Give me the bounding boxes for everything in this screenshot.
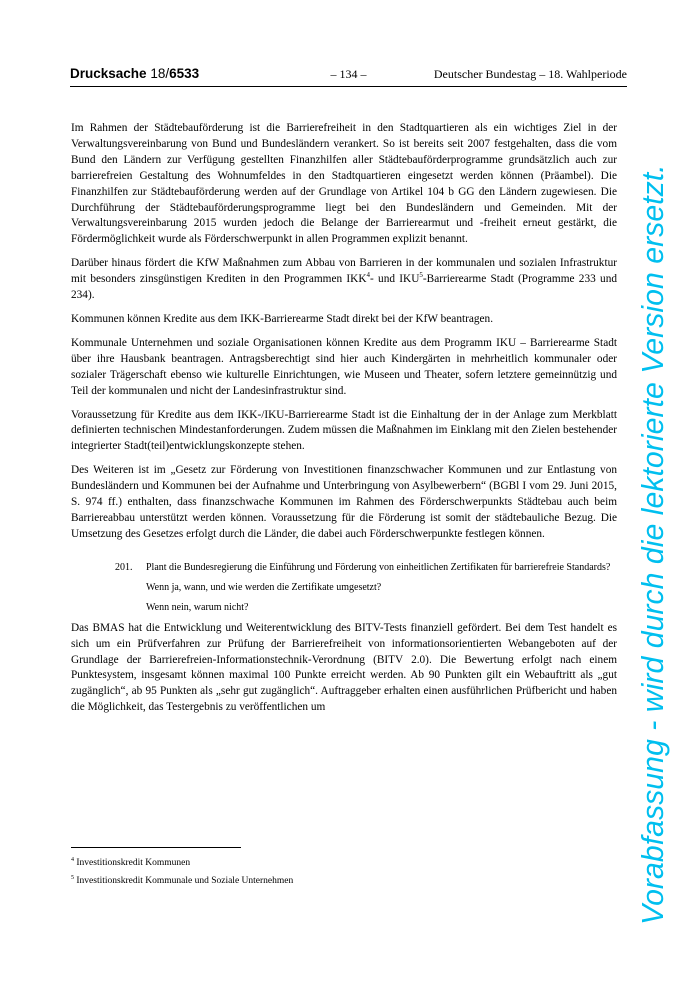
doc-number-prefix: 18/ (150, 66, 170, 81)
question-sub-2: Wenn nein, warum nicht? (146, 601, 249, 613)
footnote-divider (71, 847, 241, 848)
doc-label: Drucksache (70, 66, 147, 81)
footnotes (71, 853, 611, 889)
footnote-ref: 4 (366, 271, 370, 280)
page-number: – 134 – (330, 67, 367, 81)
footnote: $^5$ Investitionskredit Kommunale und Soziale Unternehmen (71, 875, 294, 887)
page-header (70, 66, 627, 87)
footnote: $^4$ Investitionskredit Kommunen (71, 857, 191, 869)
paragraph: Das BMAS hat die Entwicklung und Weiterentwicklung des BITV-Tests finanziell gefördert. Bei dem Test handelt es sich um ein Prüfverfahren zur Prüfung der Barrierefreiheit von informationsorientierten Webangeboten auf der Grundlage der Barrierefreien-Informationstechnik-Verordnung (BITV 2.0). Die Bewertung erfolgt nach einem Punktesystem, insgesamt können maximal 100 Punkte erreicht werden. Ab 90 Punkten gilt ein Webauftritt als „gut zugänglich“, ab 95 Punkten als „sehr gut zugänglich“. Auftraggeber erhalten einen ausführlichen Prüfbericht und haben die Möglichkeit, das Testergebnis zu veröffentlichen um (71, 621, 617, 714)
paragraph: Voraussetzung für Kredite aus dem IKK-/IKU-Barrierearme Stadt ist die Einhaltung der in der Anlage zum Merkblatt definierten technischen Mindestanforderungen. Zudem müssen die Maßnahmen im Einklang mit den Zielen bestehender integrierter Stadt(teil)entwicklungskonzepte stehen. (71, 408, 617, 453)
question-text-block (146, 561, 617, 615)
institution-label: Deutscher Bundestag – 18. Wahlperiode (433, 67, 627, 81)
footnote-ref: 5 (419, 271, 423, 280)
paragraph: Im Rahmen der Städtebauförderung ist die Barrierefreiheit in den Stadtquartieren als ein wichtiges Ziel in der Verwaltungsvereinbarung von Bund und Bundesländern verankert. So ist bereits seit 2007 festgehalten, dass die vom Bund den Ländern zur Verfügung gestellten Finanzhilfen aller Städtebauförderprogramme grundsätzlich auch zur barrierefreien Gestaltung des Wohnumfeldes in den Stadtquartieren eingesetzt werden können (Präambel). Die Finanzhilfen zur Städtebauförderung werden auf der Grundlage von Artikel 104 b GG den Ländern zugewiesen. Die Durchführung der Städtebauförderungsprogramme liegt bei den Bundesländern und Gemeinden. Mit der Verwaltungsvereinbarung 2015 wurden jedoch die Belange der Barrierearmut und -freiheit erneut gestärkt, die Fördermöglichkeit wurde als Förderschwerpunkt in allen Programmen explizit benannt. (71, 122, 617, 246)
question-number: 201. (115, 561, 133, 573)
paragraph: Darüber hinaus fördert die KfW Maßnahmen zum Abbau von Barrieren in der kommunalen und sozialen Infrastruktur mit besonders zinsgünstigen Krediten in den Programmen IKK$^4$- und IKU$^5$-Barrierearme Stadt (Programme 233 und 234). (71, 257, 617, 302)
paragraph: Kommunale Unternehmen und soziale Organisationen können Kredite aus dem Programm IKU – Barrierearme Stadt über ihre Hausbank beantragen. Antragsberechtigt sind hier auch Kindergärten in mehrheitlich kommunaler oder sozialer Trägerschaft ebenso wie kulturelle Einrichtungen, wie Museen und Theater, sofern letztere gemeinnützig und Teil der kommunalen und nicht der Landesinfrastruktur sind. (71, 336, 617, 397)
question-text: Plant die Bundesregierung die Einführung und Förderung von einheitlichen Zertifikaten für barrierefreie Standards? (146, 561, 611, 573)
question-block (71, 561, 617, 615)
paragraph: Des Weiteren ist im „Gesetz zur Förderung von Investitionen finanzschwacher Kommunen und zur Entlastung von Bundesländern und Kommunen bei der Aufnahme und Unterbringung von Asylbewerbern“ (BGBl I vom 29. Juni 2015, S. 974 ff.) enthalten, dass finanzschwache Kommunen im Rahmen des Förderschwerpunkts Städtebau auch beim Barriereabbau unterstützt werden können. Voraussetzung für die Förderung ist somit der städtebauliche Bezug. Die Umsetzung des Gesetzes erfolgt durch die Länder, die dabei auch Förderschwerpunkte festlegen können. (71, 464, 617, 540)
draft-watermark: Vorabfassung - wird durch die lektorierte Version ersetzt. (637, 164, 670, 925)
body-text (71, 121, 617, 724)
question-sub-1: Wenn ja, wann, und wie werden die Zertifikate umgesetzt? (146, 581, 382, 593)
doc-number: 6533 (169, 66, 200, 81)
paragraph: Kommunen können Kredite aus dem IKK-Barrierearme Stadt direkt bei der KfW beantragen. (71, 312, 494, 325)
